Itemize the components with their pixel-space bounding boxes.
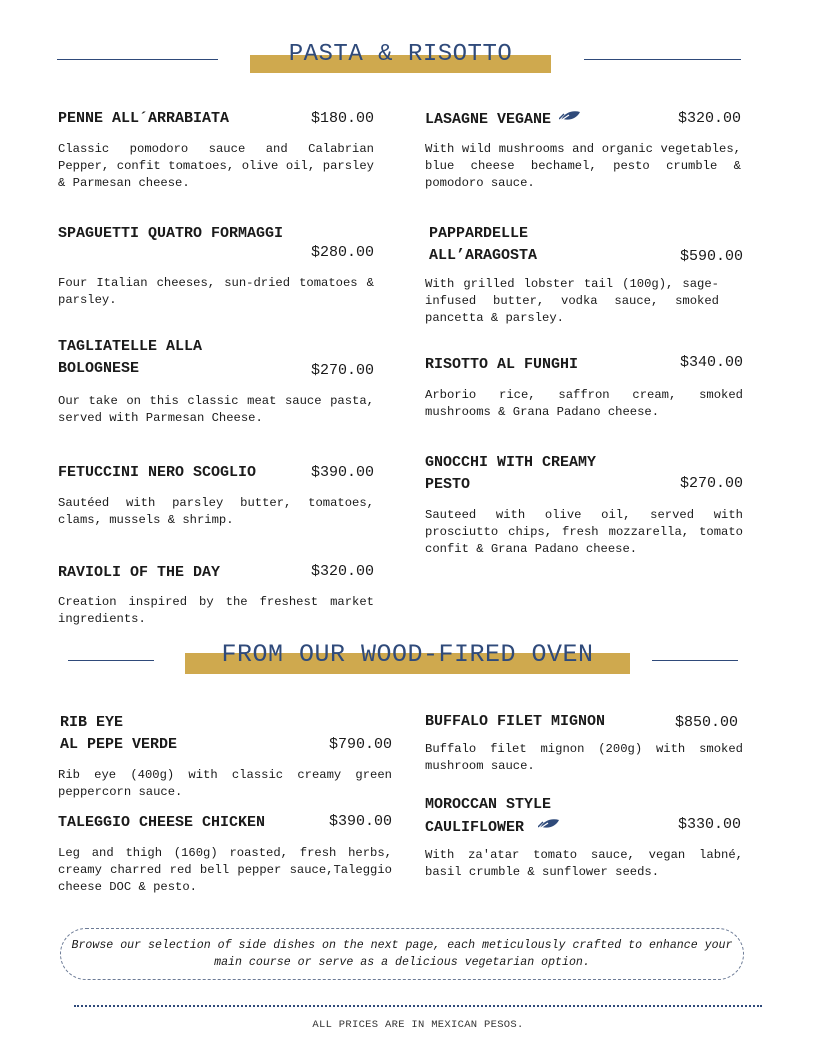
- item-desc-risotto: Arborio rice, saffron cream, smoked mushrooms & Grana Padano cheese.: [425, 388, 743, 419]
- item-name-ribeye-line1: RIB EYE: [60, 714, 124, 731]
- item-desc-buffalo: Buffalo filet mignon (200g) with smoked mushroom sauce.: [425, 742, 743, 773]
- item-price-risotto: $340.00: [679, 354, 743, 371]
- item-name-tagliatelle-line2: BOLOGNESE: [58, 360, 140, 377]
- item-name-gnocchi-line2: PESTO: [425, 476, 471, 493]
- item-price-lasagne: $320.00: [677, 110, 741, 127]
- item-name-cauliflower-line2: [425, 816, 560, 839]
- side-dishes-note: Browse our selection of side dishes on the next page, each meticulously crafted to enhance your main course or serve as a delicious vegetarian option.: [71, 939, 733, 969]
- header-rule-left: [57, 59, 218, 60]
- item-name-lasagne-text: LASAGNE VEGANE: [425, 110, 552, 128]
- item-price-pappardelle: $590.00: [679, 248, 743, 265]
- item-desc-cauliflower: With za'atar tomato sauce, vegan labné, basil crumble & sunflower seeds.: [425, 848, 743, 879]
- header-rule-right: [584, 59, 741, 60]
- item-name-cauliflower-line1: MOROCCAN STYLE: [425, 796, 552, 813]
- item-desc-gnocchi: Sauteed with olive oil, served with prosciutto chips, fresh mozzarella, tomato confit & Grana Padano cheese.: [425, 508, 743, 556]
- header-rule-right: [652, 660, 738, 661]
- item-name-ribeye-line2: AL PEPE VERDE: [60, 736, 178, 753]
- item-name-gnocchi-line1: GNOCCHI WITH CREAMY: [425, 454, 597, 471]
- vegan-leaf-icon: [538, 816, 560, 838]
- vegan-leaf-icon: [559, 108, 581, 130]
- item-price-ribeye: $790.00: [328, 736, 392, 753]
- item-desc-ribeye: Rib eye (400g) with classic creamy green peppercorn sauce.: [58, 768, 392, 799]
- item-price-fetuccini: $390.00: [310, 464, 374, 481]
- item-price-cauliflower: $330.00: [677, 816, 741, 833]
- item-desc-penne: Classic pomodoro sauce and Calabrian Pepper, confit tomatoes, olive oil, parsley & Parmesan cheese.: [58, 142, 374, 190]
- item-name-pappardelle-line1: PAPPARDELLE: [429, 225, 529, 242]
- item-desc-fetuccini: Sautéed with parsley butter, tomatoes, clams, mussels & shrimp.: [58, 496, 374, 527]
- item-name-risotto: RISOTTO AL FUNGHI: [425, 356, 579, 373]
- item-price-ravioli: $320.00: [310, 563, 374, 580]
- section-title-oven: FROM OUR WOOD-FIRED OVEN: [221, 640, 594, 669]
- item-desc-pappardelle: With grilled lobster tail (100g), sage-infused butter, vodka sauce, smoked pancetta & parsley.: [425, 277, 719, 325]
- item-price-gnocchi: $270.00: [679, 475, 743, 492]
- item-price-tagliatelle: $270.00: [310, 362, 374, 379]
- item-name-ravioli: RAVIOLI OF THE DAY: [58, 564, 221, 581]
- item-desc-tagliatelle: Our take on this classic meat sauce pasta, served with Parmesan Cheese.: [58, 394, 374, 425]
- item-name-pappardelle-line2: ALL’ARAGOSTA: [429, 247, 538, 264]
- header-rule-left: [68, 660, 154, 661]
- item-name-fetuccini: FETUCCINI NERO SCOGLIO: [58, 464, 257, 481]
- item-name-spaguetti: SPAGUETTI QUATRO FORMAGGI: [58, 225, 284, 242]
- item-price-penne: $180.00: [310, 110, 374, 127]
- item-price-buffalo: $850.00: [674, 714, 738, 731]
- item-price-spaguetti: $280.00: [310, 244, 374, 261]
- price-currency-footer: ALL PRICES ARE IN MEXICAN PESOS.: [312, 1019, 524, 1031]
- item-name-cauliflower-text: CAULIFLOWER: [425, 818, 525, 836]
- item-desc-lasagne: With wild mushrooms and organic vegetables, blue cheese bechamel, pesto crumble & pomodoro sauce.: [425, 142, 741, 190]
- item-name-taleggio: TALEGGIO CHEESE CHICKEN: [58, 814, 266, 831]
- item-desc-ravioli: Creation inspired by the freshest market ingredients.: [58, 595, 374, 626]
- section-title-pasta: PASTA & RISOTTO: [288, 41, 513, 68]
- footer-divider: [74, 1005, 762, 1007]
- item-name-buffalo: BUFFALO FILET MIGNON: [425, 713, 606, 730]
- item-name-tagliatelle-line1: TAGLIATELLE ALLA: [58, 338, 203, 355]
- item-name-lasagne: [425, 108, 581, 131]
- item-desc-spaguetti: Four Italian cheeses, sun-dried tomatoes & parsley.: [58, 276, 374, 307]
- item-name-penne: PENNE ALL´ARRABIATA: [58, 110, 230, 127]
- item-desc-taleggio: Leg and thigh (160g) roasted, fresh herbs, creamy charred red bell pepper sauce,Taleggio cheese DOC & pesto.: [58, 846, 392, 894]
- item-price-taleggio: $390.00: [328, 813, 392, 830]
